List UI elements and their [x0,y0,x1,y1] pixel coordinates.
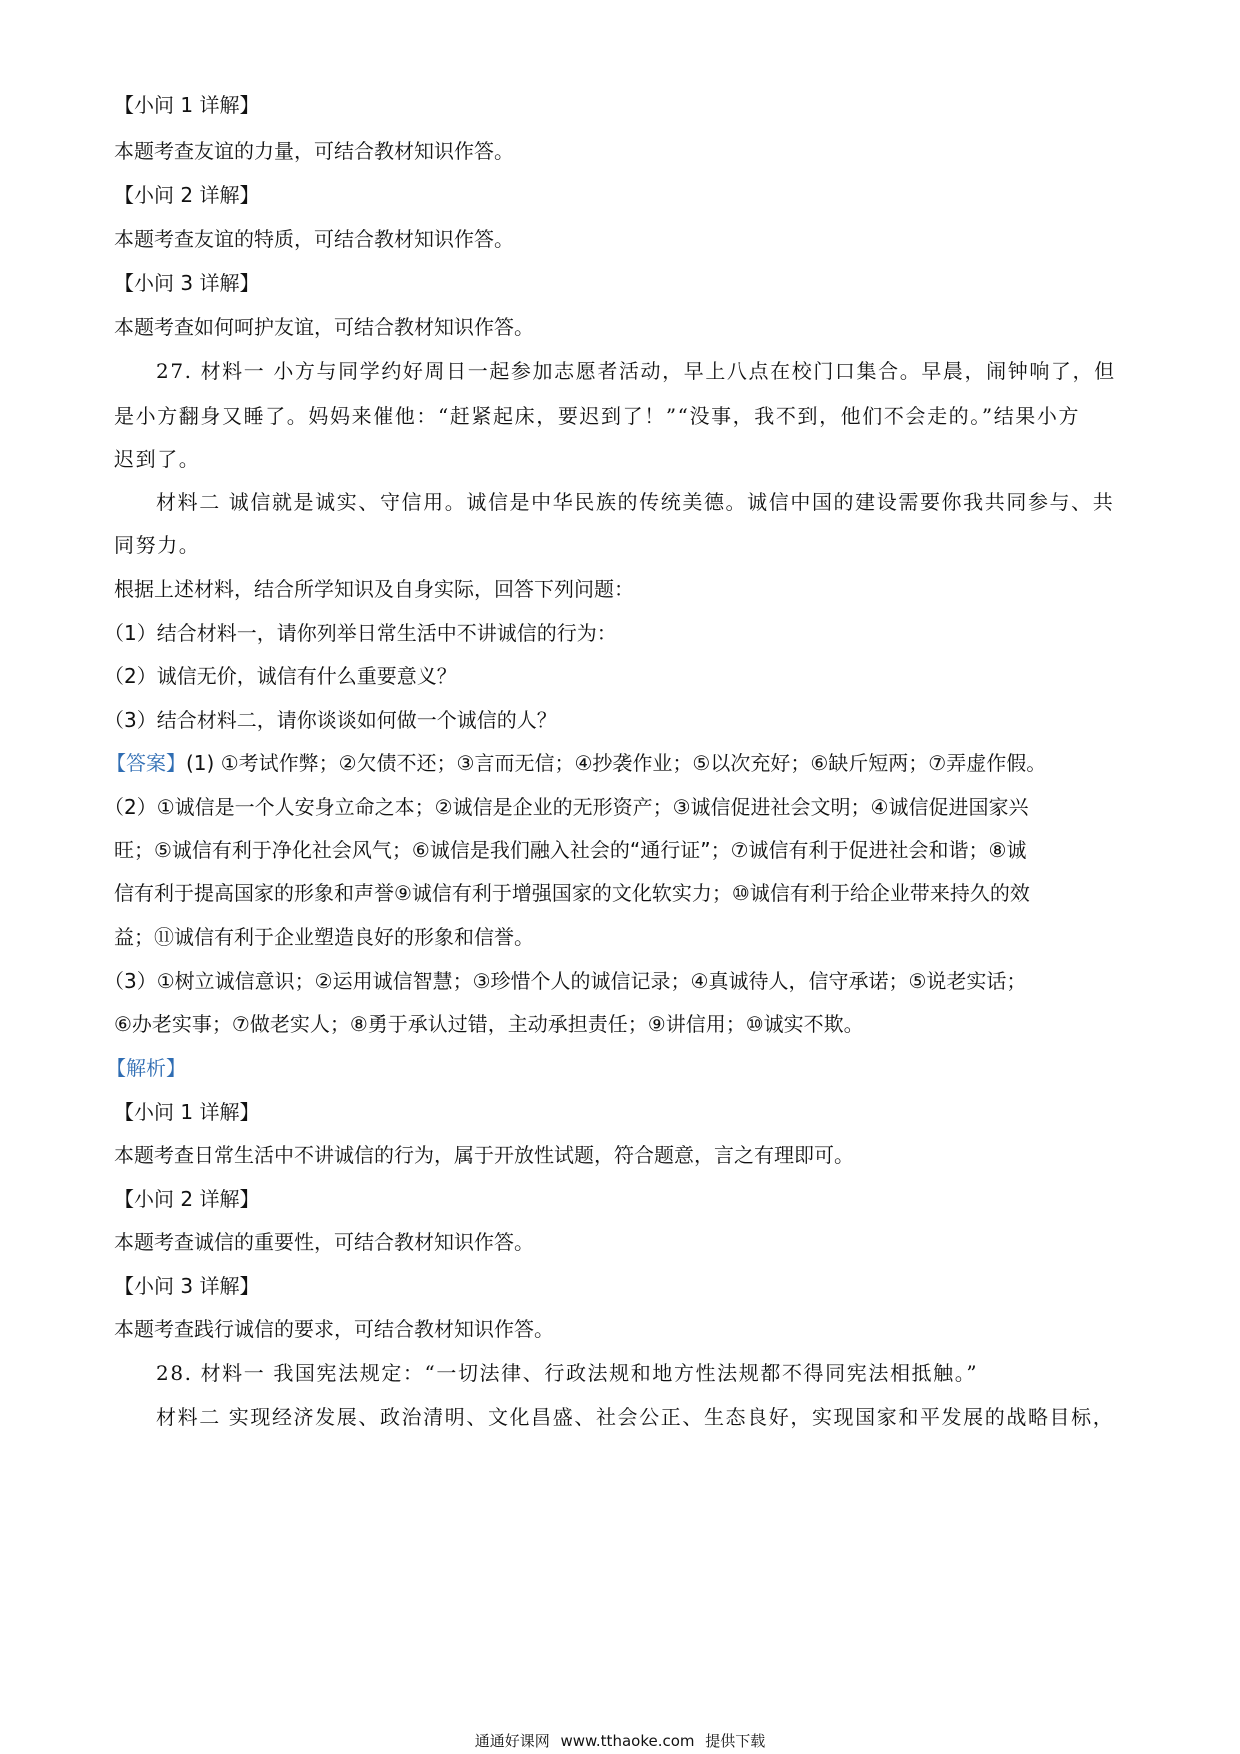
q27-material-1-line-2: 是小方翻身又睡了。妈妈来催他：“赶紧起床，要迟到了！”“没事，我不到，他们不会走的。”结果小方 [114,404,1081,428]
q27-answer-2-line-4: 益；⑪诚信有利于企业塑造良好的形象和信誉。 [114,925,534,949]
subquestion-3-heading: 【小问 3 详解】 [114,271,260,295]
subquestion-3-text: 本题考查如何呵护友谊，可结合教材知识作答。 [114,315,534,339]
page-footer [0,1731,1240,1751]
q28-material-2: 材料二 实现经济发展、政治清明、文化昌盛、社会公正、生态良好，实现国家和平发展的战略目标， [156,1405,1115,1429]
footer-suffix: 提供下载 [705,1732,766,1750]
q28-material-1: 28. 材料一 我国宪法规定：“一切法律、行政法规和地方性法规都不得同宪法相抵触。” [156,1361,979,1385]
q27-answer-line [106,750,1122,776]
q27-subquestion-1-heading: 【小问 1 详解】 [114,1100,260,1124]
q27-question-1: （1）结合材料一，请你列举日常生活中不讲诚信的行为： [104,621,617,645]
q27-answer-1: (1) ①考试作弊；②欠债不还；③言而无信；④抄袭作业；⑤以次充好；⑥缺斤短两；⑦弄虚作假。 [186,751,1047,775]
analysis-label: 【解析】 [106,1056,186,1080]
answer-label: 【答案】 [106,751,186,775]
q27-material-2-line-1: 材料二 诚信就是诚实、守信用。诚信是中华民族的传统美德。诚信中国的建设需要你我共同参与、共 [156,490,1115,514]
subquestion-1-heading: 【小问 1 详解】 [114,93,260,117]
q27-answer-3-line-2: ⑥办老实事；⑦做老实人；⑧勇于承认过错，主动承担责任；⑨讲信用；⑩诚实不欺。 [114,1012,864,1036]
subquestion-2-text: 本题考查友谊的特质，可结合教材知识作答。 [114,227,514,251]
q27-subquestion-3-heading: 【小问 3 详解】 [114,1274,260,1298]
q27-question-3: （3）结合材料二，请你谈谈如何做一个诚信的人？ [104,708,557,732]
subquestion-1-text: 本题考查友谊的力量，可结合教材知识作答。 [114,139,514,163]
q27-subquestion-2-text: 本题考查诚信的重要性，可结合教材知识作答。 [114,1230,534,1254]
q27-answer-2-line-2: 旺；⑤诚信有利于净化社会风气；⑥诚信是我们融入社会的“通行证”；⑦诚信有利于促进社会和谐；⑧诚 [114,838,1027,862]
subquestion-2-heading: 【小问 2 详解】 [114,183,260,207]
q27-material-1-line-1: 27. 材料一 小方与同学约好周日一起参加志愿者活动，早上八点在校门口集合。早晨，闹钟响了，但 [156,359,1116,383]
q27-answer-2-line-3: 信有利于提高国家的形象和声誉⑨诚信有利于增强国家的文化软实力；⑩诚信有利于给企业带来持久的效 [114,881,1030,905]
q27-subquestion-3-text: 本题考查践行诚信的要求，可结合教材知识作答。 [114,1317,554,1341]
q27-material-1-line-3: 迟到了。 [114,447,201,471]
q27-prompt: 根据上述材料，结合所学知识及自身实际，回答下列问题： [114,577,634,601]
q27-material-2-line-2: 同努力。 [114,533,201,557]
q27-subquestion-2-heading: 【小问 2 详解】 [114,1187,260,1211]
q27-subquestion-1-text: 本题考查日常生活中不讲诚信的行为，属于开放性试题，符合题意，言之有理即可。 [114,1143,854,1167]
footer-site-url[interactable]: www.tthaoke.com [560,1732,695,1750]
q27-answer-3-line-1: （3）①树立诚信意识；②运用诚信智慧；③珍惜个人的诚信记录；④真诚待人，信守承诺；⑤说老实话； [104,969,1027,993]
q27-question-2: （2）诚信无价，诚信有什么重要意义？ [104,664,457,688]
q27-answer-2-line-1: （2）①诚信是一个人安身立命之本；②诚信是企业的无形资产；③诚信促进社会文明；④诚信促进国家兴 [104,795,1029,819]
footer-site-name: 通通好课网 [474,1732,550,1750]
